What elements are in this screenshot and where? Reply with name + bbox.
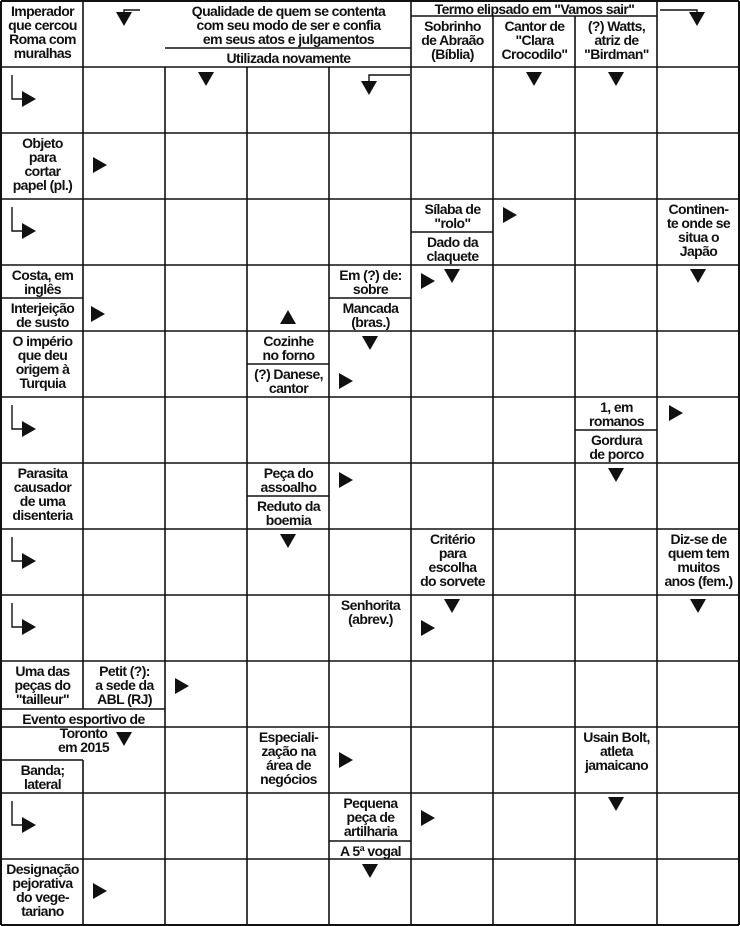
arrow-down-icon — [690, 599, 706, 613]
clue-termo: Termo elipsado em "Vamos sair" — [412, 2, 657, 16]
arrow-up-icon — [280, 310, 296, 324]
clue-sobrinho: Sobrinho de Abraão (Bíblia) — [412, 17, 493, 67]
clue-qualidade: Qualidade de quem se contenta com seu modo de ser e confia em seus atos e julgamentos — [166, 2, 411, 48]
arrow-down-icon — [362, 336, 378, 350]
clue-costa: Costa, em inglês — [2, 266, 83, 298]
clue-usain: Usain Bolt, atleta jamaicano — [576, 728, 657, 793]
clue-cantor-clara: Cantor de "Clara Crocodilo" — [494, 17, 575, 67]
arrow-right-icon — [421, 273, 435, 289]
arrow-down-icon — [362, 864, 378, 878]
arrow-right-icon — [93, 157, 107, 173]
clue-imperio: O império que deu origem à Turquia — [2, 332, 83, 397]
clue-peca-assoalho: Peça do assoalho — [248, 464, 329, 496]
arrow-right-icon — [421, 620, 435, 636]
arrow-right-icon — [22, 421, 36, 437]
arrow-right-icon — [91, 306, 105, 322]
arrow-right-icon — [669, 405, 683, 421]
clue-dado: Dado da claquete — [412, 233, 493, 265]
arrow-down-icon — [361, 81, 377, 95]
arrow-stem — [12, 603, 23, 627]
arrow-right-icon — [22, 619, 36, 635]
arrow-stem — [12, 537, 23, 561]
arrow-stem — [12, 207, 23, 231]
clue-mancada: Mancada (bras.) — [330, 299, 411, 331]
clue-evento: Evento esportivo de Toronto em 2015 — [2, 710, 165, 760]
clue-reduto: Reduto da boemia — [248, 497, 329, 529]
arrow-right-icon — [22, 223, 36, 239]
clue-diz-se: Diz-se de quem tem muitos anos (fem.) — [658, 530, 739, 595]
clue-danese: (?) Danese, cantor — [248, 365, 329, 397]
clue-banda: Banda; lateral — [2, 761, 83, 793]
arrow-right-icon — [22, 553, 36, 569]
clue-interjeicao: Interjeição de susto — [2, 299, 83, 331]
arrow-down-icon — [690, 269, 706, 283]
arrow-down-icon — [608, 468, 624, 482]
clue-tailleur: Uma das peças do "tailleur" — [2, 662, 83, 709]
arrow-right-icon — [93, 883, 107, 899]
arrow-down-icon — [444, 269, 460, 283]
clue-cozinhe: Cozinhe no forno — [248, 332, 329, 364]
arrow-down-icon — [689, 12, 705, 26]
arrow-right-icon — [503, 207, 517, 223]
arrow-down-icon — [116, 732, 132, 746]
clue-criterio: Critério para escolha do sorvete — [412, 530, 493, 595]
arrow-down-icon — [198, 72, 214, 86]
clue-utilizada: Utilizada novamente — [166, 49, 411, 67]
clue-especializacao: Especiali- zação na área de negócios — [248, 728, 329, 793]
arrow-right-icon — [22, 817, 36, 833]
arrow-right-icon — [175, 678, 189, 694]
arrow-stem — [12, 75, 23, 99]
arrow-down-icon — [280, 534, 296, 548]
arrow-stem — [12, 405, 23, 429]
clue-silaba: Sílaba de "rolo" — [412, 200, 493, 232]
clue-imperador: Imperador que cercou Roma com muralhas — [2, 2, 83, 67]
arrow-down-icon — [444, 599, 460, 613]
clue-senhorita: Senhorita (abrev.) — [330, 596, 411, 661]
clue-romanos: 1, em romanos — [576, 398, 657, 430]
arrow-right-icon — [339, 373, 353, 389]
arrow-right-icon — [421, 810, 435, 826]
arrow-stem — [12, 801, 23, 825]
clue-petit: Petit (?): a sede da ABL (RJ) — [84, 662, 165, 709]
clue-continente: Continen- te onde se situa o Japão — [658, 200, 739, 265]
clue-objeto: Objeto para cortar papel (pl.) — [2, 134, 83, 199]
clue-em-de: Em (?) de: sobre — [330, 266, 411, 298]
arrow-stem — [369, 75, 410, 82]
clue-designacao: Designação pejorativa do vege- tariano — [2, 860, 83, 925]
clue-vogal: A 5ª vogal — [330, 842, 411, 859]
clue-watts: (?) Watts, atriz de "Birdman" — [576, 17, 657, 67]
arrow-down-icon — [116, 12, 132, 26]
clue-pequena-peca: Pequena peça de artilharia — [330, 794, 411, 841]
arrow-right-icon — [22, 91, 36, 107]
arrow-down-icon — [608, 797, 624, 811]
clue-gordura: Gordura de porco — [576, 431, 657, 463]
arrow-right-icon — [339, 752, 353, 768]
arrow-right-icon — [339, 472, 353, 488]
arrow-down-icon — [526, 72, 542, 86]
arrow-down-icon — [608, 72, 624, 86]
clue-parasita: Parasita causador de uma disenteria — [2, 464, 83, 529]
